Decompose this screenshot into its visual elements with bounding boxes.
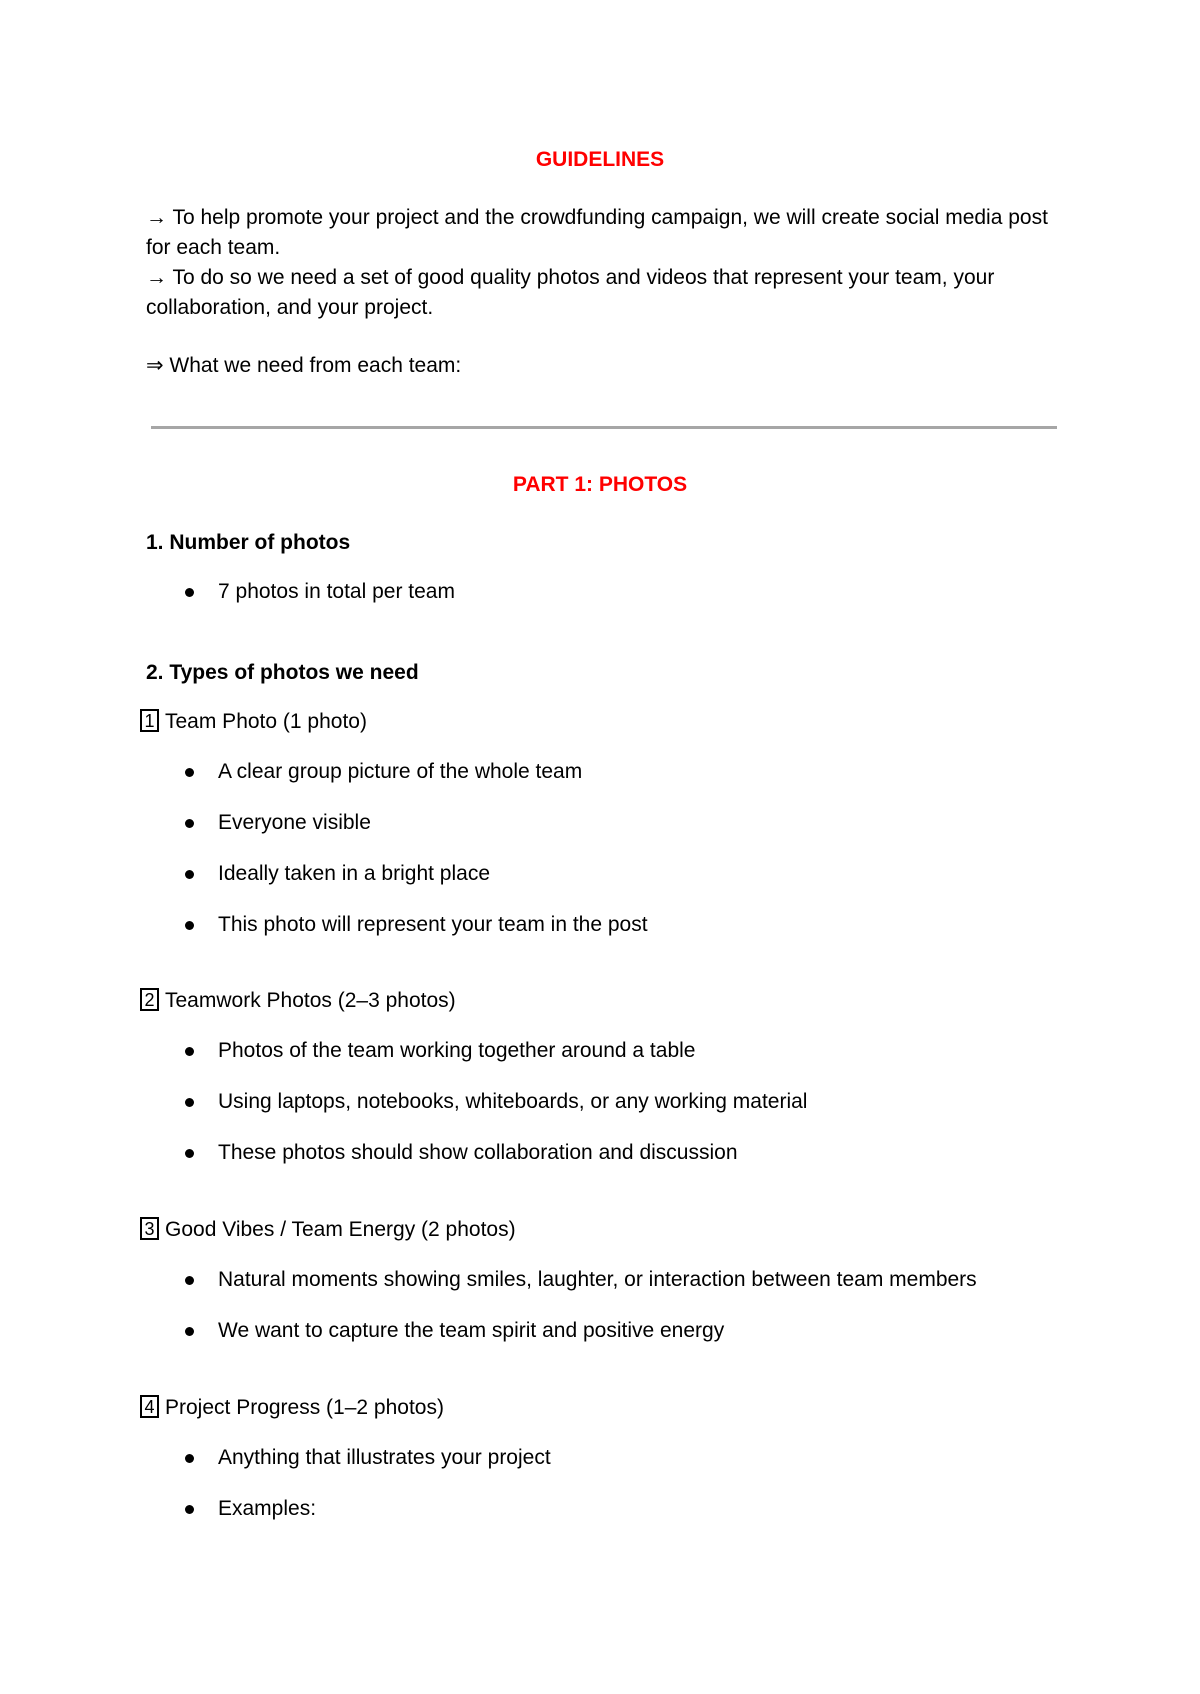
number-3-icon: 3: [140, 1217, 159, 1240]
list-item: This photo will represent your team in the post: [218, 913, 648, 936]
bullet-icon: [185, 921, 194, 930]
section-heading-number-of-photos: 1. Number of photos: [146, 531, 351, 554]
part1-title: PART 1: PHOTOS: [512, 473, 688, 496]
list-item: Photos of the team working together around a table: [218, 1039, 696, 1062]
bullet-icon: [185, 870, 194, 879]
bullet-icon: [185, 1505, 194, 1514]
subheading-teamwork-photos: Teamwork Photos (2–3 photos): [165, 989, 456, 1012]
list-item: Everyone visible: [218, 811, 371, 834]
bullet-icon: [185, 1149, 194, 1158]
list-item: Ideally taken in a bright place: [218, 862, 491, 885]
list-item: Anything that illustrates your project: [218, 1446, 551, 1469]
list-item: 7 photos in total per team: [218, 580, 455, 603]
number-1-icon: 1: [140, 709, 159, 732]
bullet-icon: [185, 1327, 194, 1336]
document-title: GUIDELINES: [535, 148, 665, 171]
bullet-icon: [185, 1276, 194, 1285]
horizontal-divider: [151, 426, 1057, 429]
need-line: ⇒ What we need from each team:: [146, 354, 462, 377]
list-item: We want to capture the team spirit and positive energy: [218, 1319, 725, 1342]
list-item: Examples:: [218, 1497, 317, 1520]
intro-paragraph-1: → To help promote your project and the crowdfunding campaign, we will create social media post for each team.: [146, 206, 1048, 259]
subheading-good-vibes: Good Vibes / Team Energy (2 photos): [165, 1218, 516, 1241]
section-heading-types-of-photos: 2. Types of photos we need: [146, 661, 419, 684]
subheading-team-photo: Team Photo (1 photo): [165, 710, 367, 733]
bullet-icon: [185, 768, 194, 777]
bullet-icon: [185, 588, 194, 597]
list-item: Natural moments showing smiles, laughter, or interaction between team members: [218, 1268, 977, 1291]
bullet-icon: [185, 1454, 194, 1463]
number-4-icon: 4: [140, 1395, 159, 1418]
bullet-icon: [185, 1098, 194, 1107]
subheading-project-progress: Project Progress (1–2 photos): [165, 1396, 444, 1419]
list-item: A clear group picture of the whole team: [218, 760, 583, 783]
bullet-icon: [185, 1047, 194, 1056]
list-item: Using laptops, notebooks, whiteboards, or any working material: [218, 1090, 808, 1113]
bullet-icon: [185, 819, 194, 828]
list-item: These photos should show collaboration and discussion: [218, 1141, 738, 1164]
intro-paragraph-2: → To do so we need a set of good quality photos and videos that represent your team, your collaboration, and your project.: [146, 266, 995, 319]
number-2-icon: 2: [140, 988, 159, 1011]
